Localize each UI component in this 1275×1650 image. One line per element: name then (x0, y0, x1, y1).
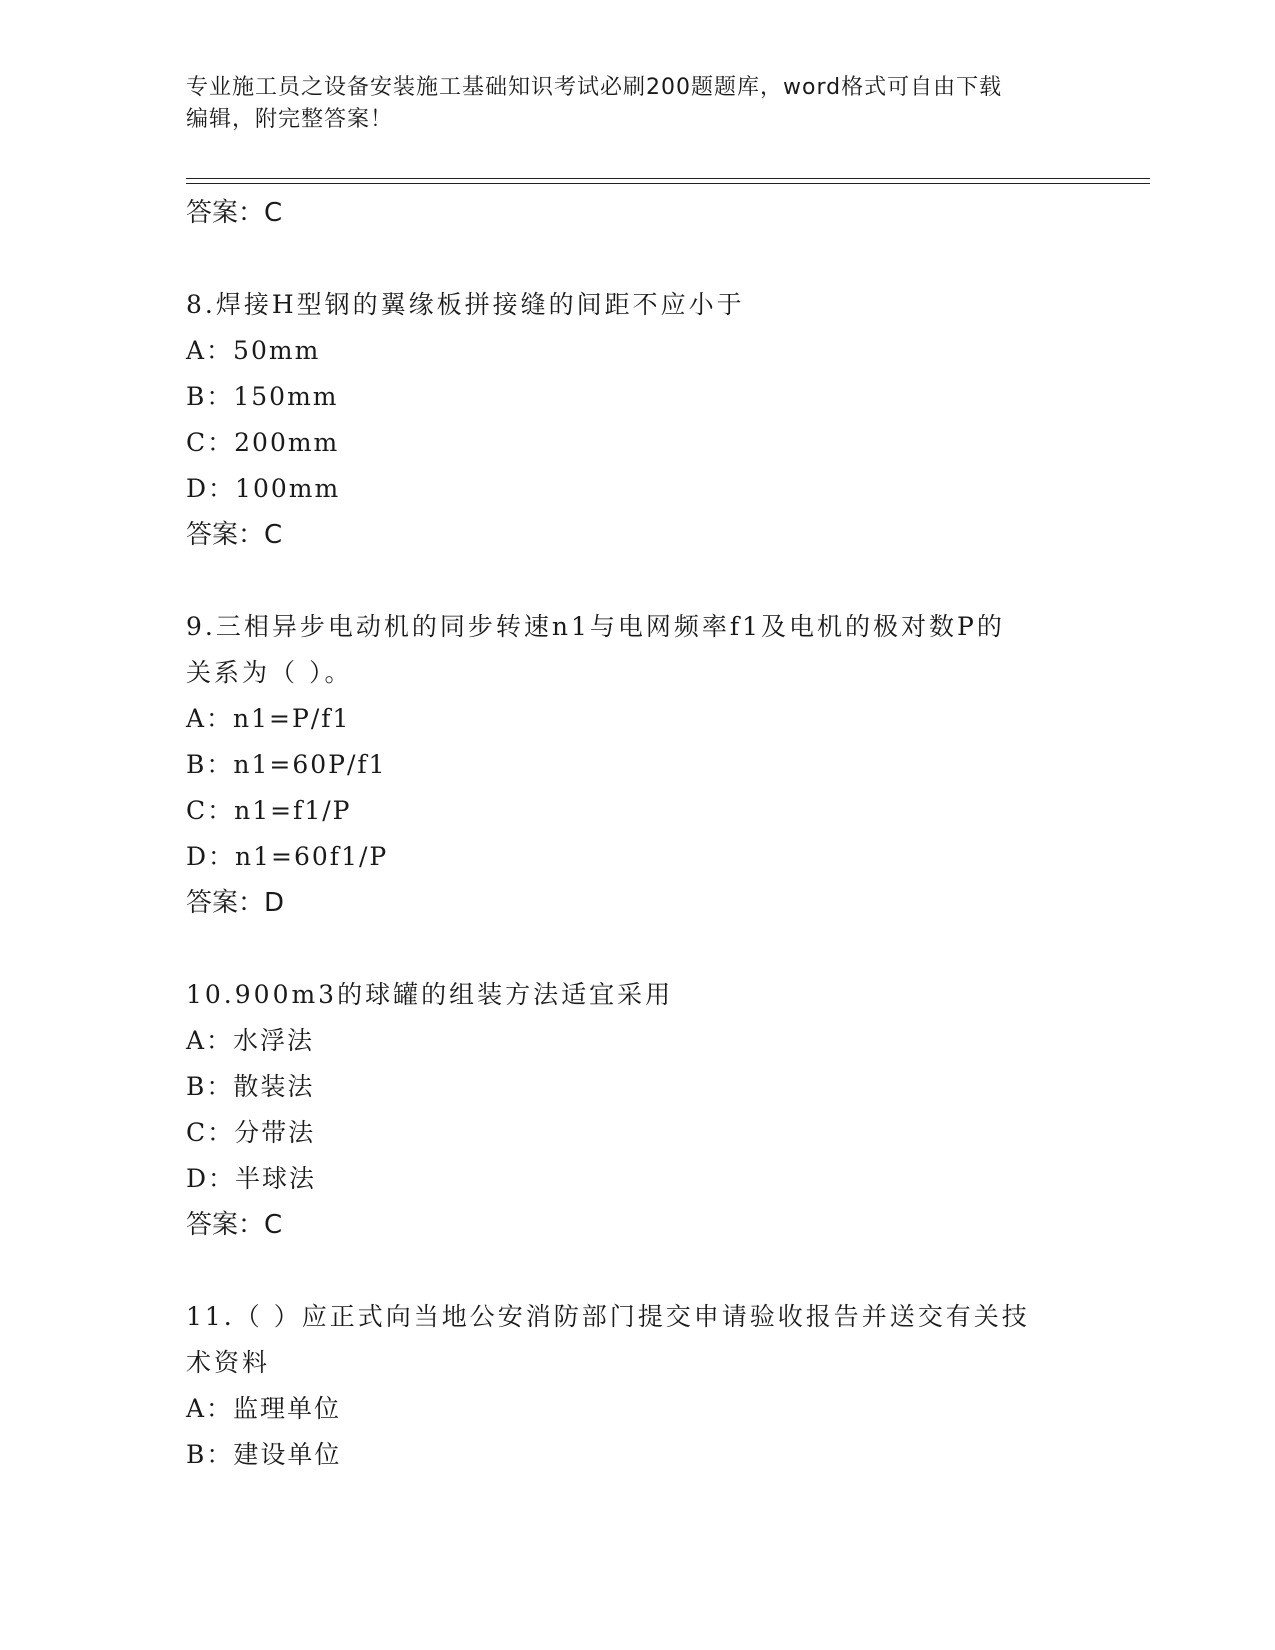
option-c: C：200mm (186, 428, 340, 457)
answer-label: 答案：D (186, 888, 285, 918)
header-divider-top (186, 178, 1150, 179)
option-c: C：分带法 (186, 1118, 316, 1147)
question-text-continued: 术资料 (186, 1348, 271, 1377)
option-a: A：50mm (186, 336, 321, 365)
question-text: 10.900m3的球罐的组装方法适宜采用 (186, 980, 674, 1009)
spacer (186, 1248, 1086, 1294)
answer-label: 答案：C (186, 1210, 283, 1240)
option-b: B：150mm (186, 382, 339, 411)
option-d: D：100mm (186, 474, 341, 503)
spacer (186, 926, 1086, 972)
option-b: B：散装法 (186, 1072, 315, 1101)
spacer (186, 236, 1086, 282)
answer-label: 答案：C (186, 198, 283, 228)
option-d: D：半球法 (186, 1164, 317, 1193)
answer-label: 答案：C (186, 520, 283, 550)
option-b: B：建设单位 (186, 1440, 342, 1469)
option-a: A：n1=P/f1 (186, 704, 351, 733)
header-line-2: 编辑，附完整答案！ (186, 107, 394, 132)
spacer (186, 558, 1086, 604)
question-list (186, 190, 1086, 1478)
option-a: A：监理单位 (186, 1394, 342, 1423)
option-d: D：n1=60f1/P (186, 842, 389, 871)
option-b: B：n1=60P/f1 (186, 750, 387, 779)
question-block (186, 972, 1086, 1248)
question-block (186, 1294, 1086, 1478)
question-block (186, 604, 1086, 926)
question-text: 8.焊接H型钢的翼缘板拼接缝的间距不应小于 (186, 290, 745, 319)
question-block (186, 282, 1086, 558)
header-line-1: 专业施工员之设备安装施工基础知识考试必刷200题题库，word格式可自由下载 (186, 75, 1003, 100)
header-divider-bottom (186, 183, 1150, 184)
question-text: 11.（ ）应正式向当地公安消防部门提交申请验收报告并送交有关技 (186, 1302, 1030, 1331)
question-text: 9.三相异步电动机的同步转速n1与电网频率f1及电机的极对数P的 (186, 612, 1005, 641)
option-a: A：水浮法 (186, 1026, 315, 1055)
question-text-continued: 关系为（ ）。 (186, 658, 353, 687)
option-c: C：n1=f1/P (186, 796, 352, 825)
document-header (186, 72, 1066, 136)
